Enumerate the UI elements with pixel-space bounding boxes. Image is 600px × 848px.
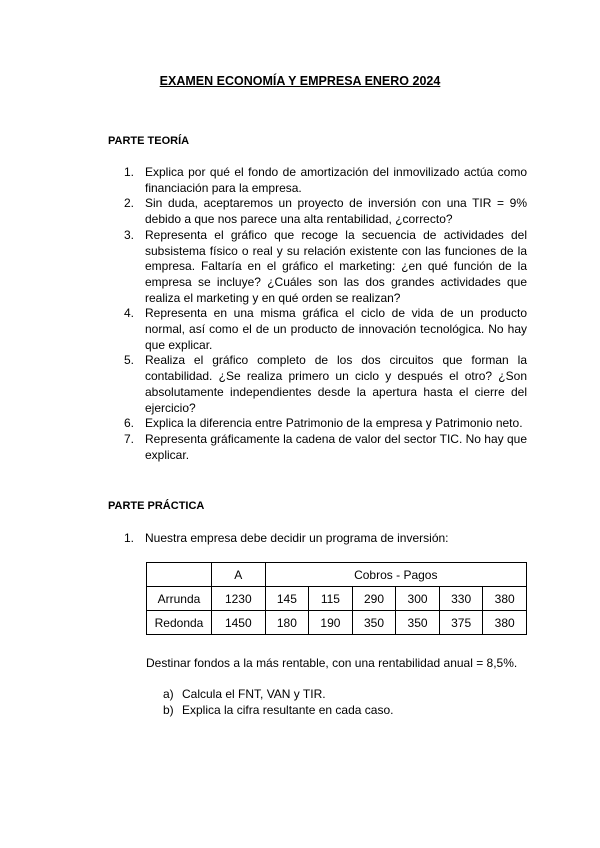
question-item	[124, 353, 527, 416]
teoria-question-list	[124, 165, 527, 463]
table-header-empty	[147, 563, 212, 587]
subquestion-letter: a)	[163, 687, 174, 701]
question-number: 6.	[124, 416, 135, 431]
rentability-note: Destinar fondos a la más rentable, con una rentabilidad anual = 8,5%.	[146, 656, 518, 670]
row-label: Arrunda	[147, 587, 212, 611]
question-number: 3.	[124, 227, 135, 242]
question-number: 7.	[124, 431, 135, 446]
cash-flow-cell: 300	[396, 587, 440, 611]
section-heading-teoria: PARTE TEORÍA	[108, 135, 190, 147]
question-item	[124, 416, 527, 432]
question-item	[124, 196, 527, 227]
cash-flow-cell: 380	[483, 587, 527, 611]
table-header-a: A	[212, 563, 266, 587]
question-text: Explica por qué el fondo de amortización del inmovilizado actúa como financiación para la empresa.	[145, 165, 527, 195]
question-number: 1.	[124, 165, 135, 179]
question-item	[124, 228, 527, 307]
question-item	[124, 531, 527, 547]
question-item	[124, 306, 527, 353]
question-text: Representa en una misma gráfica el ciclo de vida de un producto normal, así como el de un producto de innovación tecnológica. No hay que explicar.	[145, 306, 527, 352]
question-item	[124, 165, 527, 196]
cash-flow-cell: 380	[483, 611, 527, 635]
cash-flow-cell: 190	[309, 611, 353, 635]
question-item	[124, 432, 527, 463]
table-header-row	[147, 563, 527, 587]
question-number: 5.	[124, 353, 135, 368]
question-text: Nuestra empresa debe decidir un programa de inversión:	[145, 531, 449, 545]
question-text: Representa el gráfico que recoge la secuencia de actividades del subsistema físico o real y su relación existente con las funciones de la empresa. Faltaría en el gráfico el marketing: ¿en qué función de la empresa se incluye? ¿Cuáles son las dos grandes actividades que realiza el marketing y en qué orden se realizan?	[145, 227, 527, 305]
subquestion-text: Explica la cifra resultante en cada caso.	[182, 703, 394, 717]
cash-flow-cell: 330	[439, 587, 483, 611]
cash-flow-cell: 145	[265, 587, 309, 611]
cash-flow-cell: 350	[396, 611, 440, 635]
cash-flow-cell: 115	[309, 587, 353, 611]
question-number: 4.	[124, 306, 135, 321]
question-number: 2.	[124, 196, 135, 211]
practica-question-list	[124, 531, 527, 547]
cash-flow-cell: 375	[439, 611, 483, 635]
cash-flow-cell: 290	[352, 587, 396, 611]
exam-title: EXAMEN ECONOMÍA Y EMPRESA ENERO 2024	[159, 74, 441, 88]
table-row	[147, 611, 527, 635]
subquestion-text: Calcula el FNT, VAN y TIR.	[182, 687, 326, 701]
subquestion-item	[163, 702, 393, 718]
row-investment: 1230	[212, 587, 266, 611]
question-number: 1.	[124, 531, 135, 545]
subquestion-letter: b)	[163, 703, 174, 717]
table-header-flows: Cobros - Pagos	[265, 563, 526, 587]
subquestion-item	[163, 686, 393, 702]
subquestion-list	[163, 686, 393, 718]
investment-table	[146, 562, 527, 635]
question-text: Realiza el gráfico completo de los dos circuitos que forman la contabilidad. ¿Se realiza primero un ciclo y después el otro? ¿Son absolutamente independientes desde la apertura hasta el cierre del ejercicio?	[145, 353, 527, 415]
question-text: Representa gráficamente la cadena de valor del sector TIC. No hay que explicar.	[145, 431, 527, 462]
cash-flow-cell: 350	[352, 611, 396, 635]
question-text: Explica la diferencia entre Patrimonio de la empresa y Patrimonio neto.	[145, 416, 523, 431]
row-investment: 1450	[212, 611, 266, 635]
table-row	[147, 587, 527, 611]
section-heading-practica: PARTE PRÁCTICA	[108, 500, 205, 512]
question-text: Sin duda, aceptaremos un proyecto de inversión con una TIR = 9% debido a que nos parece una alta rentabilidad, ¿correcto?	[145, 196, 527, 227]
cash-flow-cell: 180	[265, 611, 309, 635]
row-label: Redonda	[147, 611, 212, 635]
